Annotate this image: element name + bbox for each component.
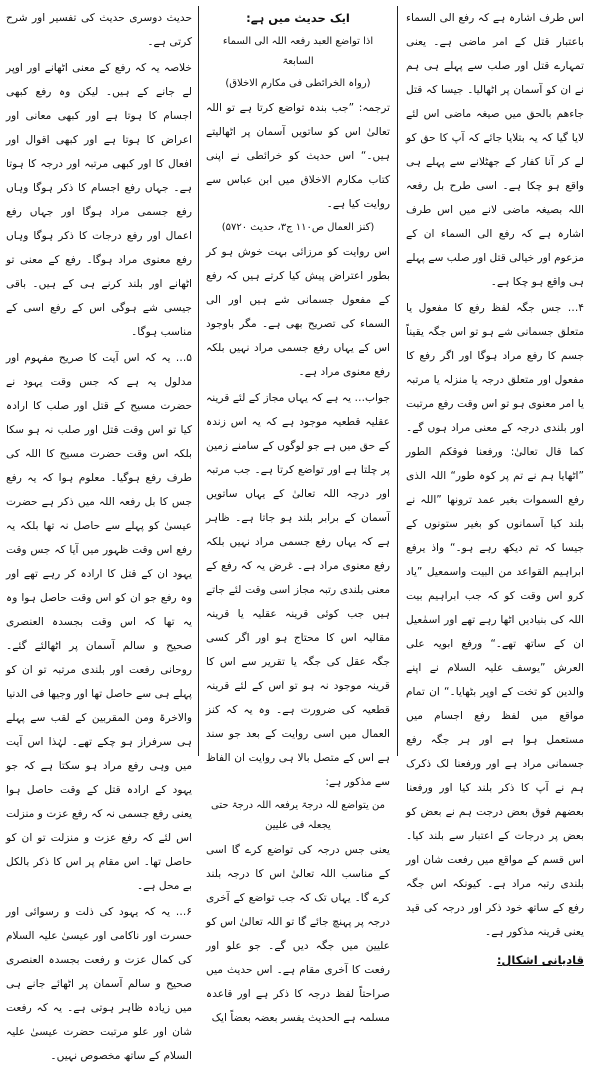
paragraph: حدیث دوسری حدیث کی تفسیر اور شرح کرتی ہے۔: [6, 12, 192, 48]
arabic-quote: اذا تواضع العبد رفعہ اللہ الی السماء السابعۃ: [222, 36, 374, 67]
paragraph: یعنی جس درجہ کی تواضع کرے گا اسی کے مناسب اللہ تعالیٰ اس کا درجہ بلند کرے گا۔ یہاں تک کہ جب تواضع کے آخری درجہ پر پہنچ جائے گا تو اللہ تعالیٰ اس کو علیین میں جگہ دیں گے۔ جو علو اور رفعت کا آخری مقام ہے۔ اس حدیث میں صراحتاً لفظ درجہ کا ذکر ہے اور قاعدہ مسلمہ ہے الحدیث یفسر بعضہ بعضاً ایک: [206, 844, 390, 1024]
middle-column: [206, 6, 390, 1024]
paragraph: جواب… یہ ہے کہ یہاں مجاز کے لئے قرینہ عقلیہ قطعیہ موجود ہے کہ یہ اس زندہ کے حق میں ہے جو لوگوں کے سامنے زمین پر چلتا ہے اور تواضع کرتا ہے۔ جب مرتبہ اور درجہ اللہ تعالیٰ کے یہاں ساتویں آسمان کے برابر بلند ہو جاتا ہے۔ ظاہر ہے کہ یہاں رفع جسمی مراد نہیں بلکہ رفع معنوی مراد ہے۔ غرض یہ کہ رفع کے معنی بلندی رتبہ مجاز اسی وقت لئے جاتے ہیں جب کوئی قرینہ عقلیہ یا قرینہ مقالیہ اس کا محتاج ہو اور اگر کسی جگہ عقل کی جگہ یا تقریر سے اس کا قرینہ موجود نہ ہو تو اس کے لئے قرینہ قطعیہ کی ضرورت ہے۔ وہ یہ کہ کنز العمال میں اسی روایت کے بعد جو سند ہے اس کے متصل بالا ہی روایت ان الفاظ سے مذکور ہے:: [206, 392, 390, 788]
paragraph: ۶… یہ کہ یہود کی ذلت و رسوائی اور حسرت اور ناکامی اور عیسیٰ علیہ السلام کی کمال عزت و رفعت بجسدہ العنصری صحیح و سالم آسمان پر اٹھائے جانے ہی میں زیادہ ظاہر ہوتی ہے۔ یہ کہ رفعت شان اور علو مرتبت حضرت عیسیٰ علیہ السلام کے ساتھ مخصوص نہیں۔: [6, 906, 192, 1062]
citation: (کنز العمال ص۱۱۰ ج۳، حدیث ۵۷۲۰): [221, 222, 375, 233]
paragraph: ۴… جس جگہ لفظ رفع کا مفعول یا متعلق جسمانی شے ہو تو اس جگہ یقیناً جسم کا رفع مراد ہوگا اور اگر رفع کا مفعول اور متعلق درجہ یا منزلہ یا مرتبہ یا امر معنوی ہو تو اس وقت رفع مرتبت اور بلندی درجہ کے معنی مراد ہوں گے۔ کما قال تعالیٰ: ورفعنا فوقکم الطور ”اٹھایا ہم نے تم پر کوہ طور“ اللہ الذی رفع السموات بغیر عمد ترونھا ”اللہ نے بلند کیا آسمانوں کو بغیر ستونوں کے جیسا کہ تم دیکھ رہے ہو۔“ واذ یرفع ابراہیم القواعد من البیت واسمعیل ”یاد کرو اس وقت کو کہ جب ابراہیم بیت اللہ کی بنیادیں اٹھا رہے تھے اور اسمٰعیل ان کے ساتھ تھے۔“ ورفع ابویہ علی العرش ”یوسف علیہ السلام نے اپنے والدین کو تخت کے اوپر بٹھایا۔“ ان تمام مواقع میں لفظ رفع اجسام میں مستعمل ہوا ہے اور ہر جگہ رفع جسمانی مراد ہے اور ورفعنا لک ذکرک ہم نے آپ کا ذکر بلند کیا اور ورفعنا بعضھم فوق بعض درجت ہم نے بعض کو بعض پر درجات کے اعتبار سے بلند کیا۔ اس قسم کے مواقع میں رفعت شان اور بلندی رتبہ مراد ہے۔ کیونکہ اس جگہ رفع کے ساتھ خود ذکر اور درجہ کی قید یعنی قرینہ مذکور ہے۔: [406, 302, 584, 938]
column-divider: [198, 6, 199, 756]
paragraph: خلاصہ یہ کہ رفع کے معنی اٹھانے اور اوپر لے جانے کے ہیں۔ لیکن وہ رفع کبھی اجسام کا ہوتا ہے اور کبھی معانی اور اعراض کا ہوتا ہے اور کبھی اقوال اور افعال کا اور کبھی مرتبہ اور درجہ کا ہوتا ہے۔ جہاں رفع اجسام کا ذکر ہوگا وہاں رفع جسمی مراد ہوگا اور جہاں رفع اعمال اور رفع درجات کا ذکر ہوگا وہاں رفع معنوی مراد ہوگا۔ رفع کے معنی تو اٹھانے اور بلند کرنے ہی کے ہیں۔ باقی جیسی شے ہوگی اس کے رفع اسی کے مناسب ہوگا۔: [6, 62, 192, 338]
paragraph: اس روایت کو مرزائی بہت خوش ہو کر بطور اعتراض پیش کیا کرتے ہیں کہ رفع کے مفعول جسمانی شے ہیں اور الی السماء کی تصریح بھی ہے۔ مگر باوجود اس کے یہاں رفع جسمی مراد نہیں بلکہ رفع معنوی مراد ہے۔: [206, 246, 390, 378]
paragraph: ۵… یہ کہ اس آیت کا صریح مفہوم اور مدلول یہ ہے کہ جس وقت یہود نے حضرت مسیح کے قتل اور صلب کا ارادہ کیا تو اس وقت قتل اور صلب نہ ہو سکا بلکہ اس وقت حضرت مسیح کا اللہ کی طرف رفع ہوگیا۔ معلوم ہوا کہ یہ رفع جس کا بل رفعہ اللہ میں ذکر ہے حضرت عیسیٰ کو پہلے سے حاصل نہ تھا بلکہ یہ رفع اس وقت ظہور میں آیا کہ جس وقت یہود ان کے قتل کا ارادہ کر رہے تھے اور وہ رفع جو ان کو اس وقت حاصل ہوا وہ یہ تھا کہ اس وقت بجسدہ العنصری صحیح و سالم آسمان پر اٹھالئے گئے۔ روحانی رفعت اور بلندی مرتبہ تو ان کو پہلے ہی سے حاصل تھا اور وجیھا فی الدنیا والاخرۃ ومن المقربین کے لقب سے پہلے ہی سرفراز ہو چکے تھے۔ لہٰذا اس آیت میں وہی رفع مراد ہو سکتا ہے کہ جو یہود کے ارادہ قتل کے وقت حاصل ہوا یعنی رفع جسمی نہ کہ رفع عزت و منزلت اس لئے کہ رفع عزت و منزلت تو ان کو حاصل تھا۔ اس مقام پر اس کا ذکر بالکل بے محل ہے۔: [6, 352, 192, 892]
column-divider: [397, 6, 398, 756]
section-heading: ایک حدیث میں ہے:: [246, 11, 350, 25]
paragraph: ترجمہ: ”جب بندہ تواضع کرتا ہے تو اللہ تعالیٰ اس کو ساتویں آسمان پر اٹھالیتے ہیں۔“ اس حدیث کو خرائطی نے اپنی کتاب مکارم الاخلاق میں ابن عباس سے روایت کیا ہے۔: [206, 102, 390, 210]
arabic-quote: من یتواضع للہ درجۃ یرفعہ اللہ درجۃ حتی یجعلہ فی علیین: [211, 800, 385, 831]
right-column: [406, 6, 584, 967]
section-heading: قادیانی اشکال:: [496, 953, 584, 967]
left-column: [6, 6, 192, 1062]
citation: (رواہ الخرائطی فی مکارم الاخلاق): [225, 78, 371, 89]
paragraph: اس طرف اشارہ ہے کہ رفع الی السماء باعتبار قتل کے امر ماضی ہے۔ یعنی تمہارے قتل اور صلب سے پہلے ہی ہم نے ان کو آسمان پر اٹھالیا۔ جیسا کہ قتل جاءھم بالحق میں صیغہ ماضی اس لئے لایا گیا کہ یہ بتلایا جائے کہ آپ کا حق کو لے کر آنا کفار کے جھٹلانے سے پہلے ہی واقع ہو چکا ہے۔ اسی طرح بل رفعہ اللہ بصیغہ ماضی لانے میں اس طرف اشارہ ہے کہ رفع الی السماء ان کے مزعوم اور خیالی قتل اور صلب سے پہلے ہی واقع ہو چکا ہے۔: [406, 12, 584, 288]
